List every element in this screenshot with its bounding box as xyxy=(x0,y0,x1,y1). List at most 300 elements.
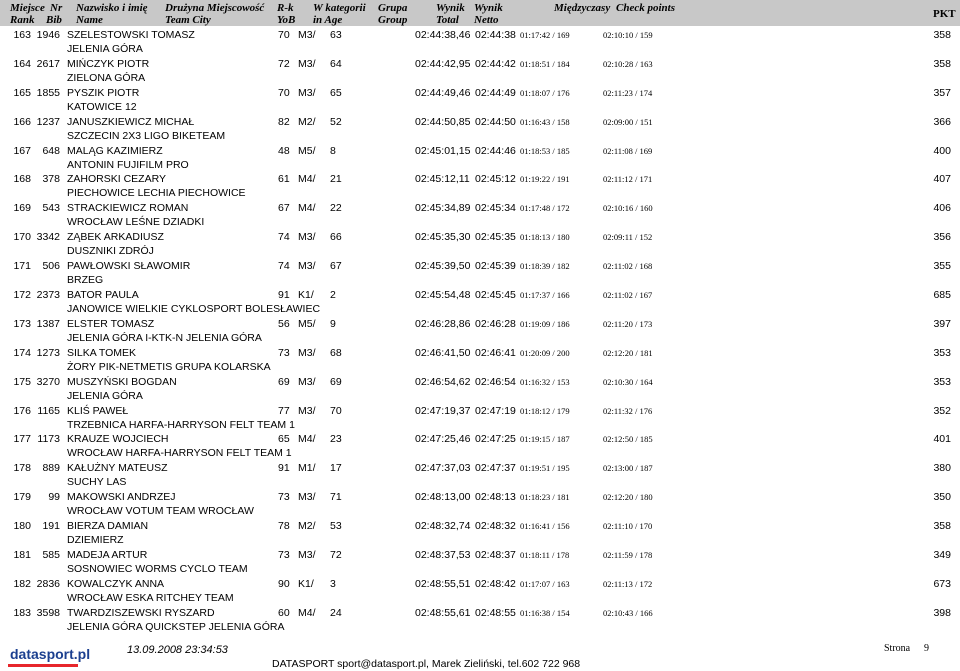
cell-bib: 889 xyxy=(42,462,60,475)
cell-points: 673 xyxy=(933,577,951,590)
table-row xyxy=(0,288,960,317)
cell-group: M1/ xyxy=(298,462,316,475)
cell-split-1: 01:16:41 / 156 xyxy=(520,521,570,532)
cell-points: 400 xyxy=(933,144,951,157)
cell-points: 407 xyxy=(933,173,951,186)
results-table xyxy=(0,28,960,635)
cell-name: BIERZA DAMIAN xyxy=(67,520,149,533)
cell-bib: 648 xyxy=(42,144,60,157)
cell-netto-time: 02:46:28 xyxy=(475,317,516,330)
cell-yob: 72 xyxy=(278,57,290,70)
cell-total-time: 02:44:50,85 xyxy=(415,115,471,128)
cell-points: 401 xyxy=(933,433,951,446)
cell-group: M4/ xyxy=(298,606,316,619)
cell-name: MADEJA ARTUR xyxy=(67,549,148,562)
cell-yob: 78 xyxy=(278,520,290,533)
header-splits: Międzyczasy xyxy=(554,2,611,14)
cell-group: M2/ xyxy=(298,520,316,533)
cell-team: PIECHOWICE LECHIA PIECHOWICE xyxy=(67,187,246,200)
cell-netto-time: 02:44:49 xyxy=(475,86,516,99)
table-row xyxy=(0,548,960,577)
cell-total-time: 02:48:55,61 xyxy=(415,606,471,619)
cell-rank: 183 xyxy=(13,606,31,619)
cell-group: M3/ xyxy=(298,491,316,504)
cell-points: 355 xyxy=(933,260,951,273)
cell-name: TWARDZISZEWSKI RYSZARD xyxy=(67,606,215,619)
cell-rank: 173 xyxy=(13,317,31,330)
cell-team: BRZEG xyxy=(67,274,104,287)
cell-name: ZĄBEK ARKADIUSZ xyxy=(67,231,164,244)
cell-rank: 177 xyxy=(13,433,31,446)
cell-total-time: 02:47:25,46 xyxy=(415,433,471,446)
cell-points: 685 xyxy=(933,289,951,302)
cell-group: M3/ xyxy=(298,57,316,70)
cell-group: K1/ xyxy=(298,577,314,590)
cell-netto-time: 02:46:41 xyxy=(475,346,516,359)
cell-total-time: 02:44:38,46 xyxy=(415,29,471,41)
cell-bib: 378 xyxy=(42,173,60,186)
cell-points: 353 xyxy=(933,375,951,388)
cell-category-place: 71 xyxy=(330,491,342,504)
cell-total-time: 02:45:01,15 xyxy=(415,144,471,157)
cell-team: WROCŁAW HARFA-HARRYSON FELT TEAM 1 xyxy=(67,447,292,460)
cell-points: 397 xyxy=(933,317,951,330)
cell-bib: 3270 xyxy=(36,375,60,388)
header-rank-pl: Miejsce xyxy=(10,2,45,14)
cell-name: BATOR PAULA xyxy=(67,289,139,302)
cell-team: JANOWICE WIELKIE CYKLOSPORT BOLESŁAWIEC xyxy=(67,303,321,316)
cell-category-place: 52 xyxy=(330,115,342,128)
cell-split-2: 02:11:08 / 169 xyxy=(603,145,653,156)
cell-split-2: 02:11:20 / 173 xyxy=(603,318,653,329)
cell-yob: 70 xyxy=(278,29,290,41)
cell-group: M4/ xyxy=(298,202,316,215)
cell-yob: 91 xyxy=(278,462,290,475)
cell-rank: 169 xyxy=(13,202,31,215)
cell-split-1: 01:19:22 / 191 xyxy=(520,174,570,185)
cell-team: ŻORY PIK-NETMETIS GRUPA KOLARSKA xyxy=(67,360,271,373)
cell-category-place: 53 xyxy=(330,520,342,533)
cell-split-1: 01:19:09 / 186 xyxy=(520,318,570,329)
cell-split-2: 02:12:20 / 180 xyxy=(603,492,653,503)
cell-total-time: 02:45:39,50 xyxy=(415,260,471,273)
table-row xyxy=(0,606,960,635)
cell-split-1: 01:20:09 / 200 xyxy=(520,347,570,358)
page-footer xyxy=(0,640,960,671)
cell-name: SILKA TOMEK xyxy=(67,346,137,359)
cell-total-time: 02:45:12,11 xyxy=(415,173,470,186)
cell-rank: 174 xyxy=(13,346,31,359)
cell-bib: 2836 xyxy=(36,577,60,590)
cell-yob: 74 xyxy=(278,260,290,273)
cell-split-1: 01:16:43 / 158 xyxy=(520,116,570,127)
header-cat-en: in Age xyxy=(313,14,343,26)
cell-category-place: 66 xyxy=(330,231,342,244)
header-group-pl: Grupa xyxy=(378,2,408,14)
cell-split-2: 02:11:59 / 178 xyxy=(603,550,653,561)
cell-points: 352 xyxy=(933,404,951,417)
page-number: 9 xyxy=(924,643,929,654)
header-pkt: PKT xyxy=(933,8,956,20)
cell-group: K1/ xyxy=(298,289,314,302)
cell-split-1: 01:19:15 / 187 xyxy=(520,434,570,445)
cell-split-2: 02:11:13 / 172 xyxy=(603,578,653,589)
cell-group: M3/ xyxy=(298,346,316,359)
cell-yob: 70 xyxy=(278,86,290,99)
cell-netto-time: 02:45:12 xyxy=(475,173,516,186)
cell-yob: 74 xyxy=(278,231,290,244)
cell-name: ELSTER TOMASZ xyxy=(67,317,155,330)
cell-split-1: 01:17:48 / 172 xyxy=(520,203,570,214)
cell-split-2: 02:13:00 / 187 xyxy=(603,463,653,474)
cell-bib: 506 xyxy=(42,260,60,273)
cell-split-2: 02:10:10 / 159 xyxy=(603,30,653,40)
cell-group: M3/ xyxy=(298,86,316,99)
cell-team: DUSZNIKI ZDRÓJ xyxy=(67,245,154,258)
cell-category-place: 72 xyxy=(330,549,342,562)
cell-netto-time: 02:48:55 xyxy=(475,606,516,619)
cell-group: M3/ xyxy=(298,231,316,244)
cell-netto-time: 02:44:50 xyxy=(475,115,516,128)
cell-yob: 61 xyxy=(278,173,290,186)
cell-yob: 73 xyxy=(278,346,290,359)
header-team-en: Team City xyxy=(165,14,211,26)
table-row xyxy=(0,404,960,433)
cell-bib: 1387 xyxy=(36,317,60,330)
cell-split-2: 02:11:12 / 171 xyxy=(603,174,653,185)
cell-bib: 1273 xyxy=(36,346,60,359)
cell-points: 353 xyxy=(933,346,951,359)
cell-category-place: 65 xyxy=(330,86,342,99)
page-label: Strona xyxy=(884,643,911,654)
cell-split-2: 02:10:16 / 160 xyxy=(603,203,653,214)
cell-rank: 164 xyxy=(13,57,31,70)
cell-category-place: 17 xyxy=(330,462,342,475)
cell-rank: 182 xyxy=(13,577,31,590)
cell-group: M4/ xyxy=(298,173,316,186)
cell-name: STRACKIEWICZ ROMAN xyxy=(67,202,189,215)
cell-yob: 73 xyxy=(278,491,290,504)
cell-split-2: 02:11:02 / 168 xyxy=(603,261,653,272)
cell-yob: 91 xyxy=(278,289,290,302)
cell-netto-time: 02:46:54 xyxy=(475,375,516,388)
cell-total-time: 02:44:42,95 xyxy=(415,57,471,70)
cell-category-place: 67 xyxy=(330,260,342,273)
cell-name: KAŁUŻNY MATEUSZ xyxy=(67,462,168,475)
cell-split-2: 02:12:50 / 185 xyxy=(603,434,653,445)
cell-team: SZCZECIN 2X3 LIGO BIKETEAM xyxy=(67,129,226,142)
cell-points: 358 xyxy=(933,29,951,41)
cell-yob: 48 xyxy=(278,144,290,157)
cell-bib: 585 xyxy=(42,549,60,562)
cell-rank: 167 xyxy=(13,144,31,157)
cell-category-place: 24 xyxy=(330,606,342,619)
table-row xyxy=(0,375,960,404)
cell-group: M5/ xyxy=(298,317,316,330)
cell-name: SZELESTOWSKI TOMASZ xyxy=(67,29,195,41)
cell-name: KLIŚ PAWEŁ xyxy=(67,404,129,417)
cell-rank: 179 xyxy=(13,491,31,504)
cell-name: ZAHORSKI CEZARY xyxy=(67,173,166,186)
cell-name: MUSZYŃSKI BOGDAN xyxy=(67,375,177,388)
cell-split-2: 02:10:30 / 164 xyxy=(603,376,653,387)
cell-yob: 90 xyxy=(278,577,290,590)
header-name-pl: Nazwisko i imię xyxy=(76,2,148,14)
header-netto-pl: Wynik xyxy=(474,2,503,14)
cell-group: M3/ xyxy=(298,404,316,417)
header-team-pl: Drużyna Miejscowość xyxy=(165,2,265,14)
cell-category-place: 2 xyxy=(330,289,336,302)
cell-split-1: 01:16:38 / 154 xyxy=(520,607,570,618)
cell-group: M3/ xyxy=(298,375,316,388)
table-row xyxy=(0,28,960,57)
cell-netto-time: 02:48:32 xyxy=(475,520,516,533)
cell-netto-time: 02:48:13 xyxy=(475,491,516,504)
cell-points: 366 xyxy=(933,115,951,128)
cell-category-place: 8 xyxy=(330,144,336,157)
cell-bib: 1237 xyxy=(36,115,60,128)
cell-name: MAKOWSKI ANDRZEJ xyxy=(67,491,176,504)
cell-yob: 82 xyxy=(278,115,290,128)
cell-points: 358 xyxy=(933,57,951,70)
cell-netto-time: 02:47:25 xyxy=(475,433,516,446)
cell-netto-time: 02:44:46 xyxy=(475,144,516,157)
cell-rank: 171 xyxy=(13,260,31,273)
cell-split-2: 02:10:43 / 166 xyxy=(603,607,653,618)
table-row xyxy=(0,86,960,115)
cell-category-place: 3 xyxy=(330,577,336,590)
cell-category-place: 68 xyxy=(330,346,342,359)
cell-group: M3/ xyxy=(298,260,316,273)
cell-split-1: 01:17:07 / 163 xyxy=(520,578,570,589)
cell-rank: 172 xyxy=(13,289,31,302)
cell-bib: 2617 xyxy=(36,57,60,70)
cell-team: TRZEBNICA HARFA-HARRYSON FELT TEAM 1 xyxy=(67,418,295,431)
cell-split-1: 01:17:42 / 169 xyxy=(520,30,570,40)
cell-group: M3/ xyxy=(298,549,316,562)
cell-yob: 69 xyxy=(278,375,290,388)
cell-rank: 176 xyxy=(13,404,31,417)
table-row xyxy=(0,172,960,201)
cell-split-2: 02:10:28 / 163 xyxy=(603,58,653,69)
cell-rank: 168 xyxy=(13,173,31,186)
cell-netto-time: 02:47:37 xyxy=(475,462,516,475)
cell-name: KRAUZE WOJCIECH xyxy=(67,433,169,446)
table-row xyxy=(0,432,960,461)
cell-category-place: 22 xyxy=(330,202,342,215)
cell-split-2: 02:09:11 / 152 xyxy=(603,232,653,243)
cell-yob: 65 xyxy=(278,433,290,446)
table-header xyxy=(0,0,960,26)
cell-split-1: 01:18:11 / 178 xyxy=(520,550,570,561)
cell-bib: 3598 xyxy=(36,606,60,619)
table-row xyxy=(0,259,960,288)
cell-rank: 166 xyxy=(13,115,31,128)
cell-netto-time: 02:45:34 xyxy=(475,202,516,215)
cell-team: JELENIA GÓRA I-KTK-N JELENIA GÓRA xyxy=(67,331,262,344)
table-row xyxy=(0,201,960,230)
cell-rank: 163 xyxy=(13,29,31,41)
table-row xyxy=(0,230,960,259)
cell-points: 350 xyxy=(933,491,951,504)
cell-total-time: 02:44:49,46 xyxy=(415,86,471,99)
header-netto-en: Netto xyxy=(474,14,499,26)
cell-netto-time: 02:45:39 xyxy=(475,260,516,273)
table-row xyxy=(0,57,960,86)
cell-split-1: 01:18:13 / 180 xyxy=(520,232,570,243)
cell-rank: 181 xyxy=(13,549,31,562)
cell-category-place: 63 xyxy=(330,29,342,41)
cell-total-time: 02:46:28,86 xyxy=(415,317,471,330)
cell-total-time: 02:45:35,30 xyxy=(415,231,471,244)
cell-name: MALĄG KAZIMIERZ xyxy=(67,144,163,157)
cell-yob: 56 xyxy=(278,317,290,330)
cell-netto-time: 02:47:19 xyxy=(475,404,516,417)
cell-split-2: 02:12:20 / 181 xyxy=(603,347,653,358)
cell-points: 349 xyxy=(933,549,951,562)
table-row xyxy=(0,519,960,548)
cell-total-time: 02:48:55,51 xyxy=(415,577,471,590)
print-datetime: 13.09.2008 23:34:53 xyxy=(127,644,228,656)
cell-rank: 175 xyxy=(13,375,31,388)
cell-name: KOWALCZYK ANNA xyxy=(67,577,165,590)
cell-team: ANTONIN FUJIFILM PRO xyxy=(67,158,189,171)
cell-bib: 3342 xyxy=(36,231,60,244)
cell-team: KATOWICE 12 xyxy=(67,100,137,113)
cell-group: M3/ xyxy=(298,29,316,41)
cell-split-1: 01:18:39 / 182 xyxy=(520,261,570,272)
cell-yob: 67 xyxy=(278,202,290,215)
cell-category-place: 23 xyxy=(330,433,342,446)
cell-split-1: 01:18:12 / 179 xyxy=(520,405,570,416)
cell-split-1: 01:18:53 / 185 xyxy=(520,145,570,156)
cell-yob: 60 xyxy=(278,606,290,619)
cell-bib: 2373 xyxy=(36,289,60,302)
cell-team: JELENIA GÓRA QUICKSTEP JELENIA GÓRA xyxy=(67,620,285,633)
cell-netto-time: 02:45:35 xyxy=(475,231,516,244)
cell-total-time: 02:48:32,74 xyxy=(415,520,471,533)
header-total-pl: Wynik xyxy=(436,2,465,14)
datasport-logo xyxy=(8,642,91,668)
cell-bib: 1173 xyxy=(37,433,60,446)
cell-yob: 77 xyxy=(278,404,290,417)
cell-rank: 180 xyxy=(13,520,31,533)
cell-team: DZIEMIERZ xyxy=(67,534,124,547)
header-total-en: Total xyxy=(436,14,459,26)
cell-points: 380 xyxy=(933,462,951,475)
table-row xyxy=(0,577,960,606)
table-row xyxy=(0,115,960,144)
cell-netto-time: 02:45:45 xyxy=(475,289,516,302)
cell-split-1: 01:16:32 / 153 xyxy=(520,376,570,387)
cell-split-1: 01:18:51 / 184 xyxy=(520,58,570,69)
cell-points: 398 xyxy=(933,606,951,619)
cell-netto-time: 02:44:42 xyxy=(475,57,516,70)
cell-points: 356 xyxy=(933,231,951,244)
header-bib-en: Bib xyxy=(46,14,62,26)
cell-group: M2/ xyxy=(298,115,316,128)
header-yob-pl: R-k xyxy=(277,2,294,14)
header-bib-pl: Nr xyxy=(50,2,63,14)
cell-points: 357 xyxy=(933,86,951,99)
cell-total-time: 02:45:34,89 xyxy=(415,202,471,215)
cell-netto-time: 02:48:37 xyxy=(475,549,516,562)
cell-total-time: 02:47:37,03 xyxy=(415,462,471,475)
table-row xyxy=(0,490,960,519)
cell-split-2: 02:11:23 / 174 xyxy=(603,87,653,98)
cell-split-2: 02:09:00 / 151 xyxy=(603,116,653,127)
cell-team: JELENIA GÓRA xyxy=(67,389,143,402)
cell-group: M5/ xyxy=(298,144,316,157)
cell-category-place: 21 xyxy=(330,173,342,186)
cell-name: PAWŁOWSKI SŁAWOMIR xyxy=(67,260,191,273)
header-cat-pl: W kategorii xyxy=(313,2,366,14)
cell-split-2: 02:11:10 / 170 xyxy=(603,521,653,532)
cell-rank: 165 xyxy=(13,86,31,99)
cell-split-1: 01:18:23 / 181 xyxy=(520,492,570,503)
cell-bib: 1165 xyxy=(37,404,60,417)
cell-total-time: 02:46:54,62 xyxy=(415,375,471,388)
header-checkpoints: Check points xyxy=(616,2,675,14)
cell-rank: 170 xyxy=(13,231,31,244)
cell-total-time: 02:46:41,50 xyxy=(415,346,471,359)
header-group-en: Group xyxy=(378,14,408,26)
cell-name: PYSZIK PIOTR xyxy=(67,86,140,99)
header-yob-en: YoB xyxy=(277,14,296,26)
cell-team: WROCŁAW LEŚNE DZIADKI xyxy=(67,216,205,229)
cell-category-place: 69 xyxy=(330,375,342,388)
table-row xyxy=(0,144,960,173)
cell-rank: 178 xyxy=(13,462,31,475)
cell-split-2: 02:11:02 / 167 xyxy=(603,290,653,301)
cell-split-2: 02:11:32 / 176 xyxy=(603,405,653,416)
footer-credits: DATASPORT sport@datasport.pl, Marek Zieliński, tel.602 722 968 xyxy=(272,658,581,670)
cell-team: SOSNOWIEC WORMS CYCLO TEAM xyxy=(67,563,248,576)
logo-text: datasport.pl xyxy=(10,646,91,662)
cell-name: MIŃCZYK PIOTR xyxy=(67,57,150,70)
cell-bib: 99 xyxy=(48,491,60,504)
cell-category-place: 9 xyxy=(330,317,336,330)
cell-team: SUCHY LAS xyxy=(67,476,127,489)
cell-team: WROCŁAW VOTUM TEAM WROCŁAW xyxy=(67,505,254,518)
logo-underline xyxy=(8,664,78,667)
cell-netto-time: 02:48:42 xyxy=(475,577,516,590)
cell-split-1: 01:17:37 / 166 xyxy=(520,290,570,301)
cell-category-place: 64 xyxy=(330,57,342,70)
cell-netto-time: 02:44:38 xyxy=(475,29,516,41)
cell-team: WROCŁAW ESKA RITCHEY TEAM xyxy=(67,591,234,604)
header-name-en: Name xyxy=(76,14,103,26)
cell-bib: 191 xyxy=(42,520,60,533)
cell-yob: 73 xyxy=(278,549,290,562)
table-row xyxy=(0,346,960,375)
cell-split-1: 01:19:51 / 195 xyxy=(520,463,570,474)
cell-bib: 543 xyxy=(42,202,60,215)
cell-category-place: 70 xyxy=(330,404,342,417)
cell-total-time: 02:45:54,48 xyxy=(415,289,471,302)
cell-bib: 1855 xyxy=(36,86,60,99)
cell-team: ZIELONA GÓRA xyxy=(67,71,146,84)
cell-total-time: 02:48:37,53 xyxy=(415,549,471,562)
cell-team: JELENIA GÓRA xyxy=(67,43,143,55)
cell-name: JANUSZKIEWICZ MICHAŁ xyxy=(67,115,195,128)
cell-total-time: 02:47:19,37 xyxy=(415,404,471,417)
cell-split-1: 01:18:07 / 176 xyxy=(520,87,570,98)
cell-points: 406 xyxy=(933,202,951,215)
cell-group: M4/ xyxy=(298,433,316,446)
cell-total-time: 02:48:13,00 xyxy=(415,491,471,504)
table-row xyxy=(0,461,960,490)
